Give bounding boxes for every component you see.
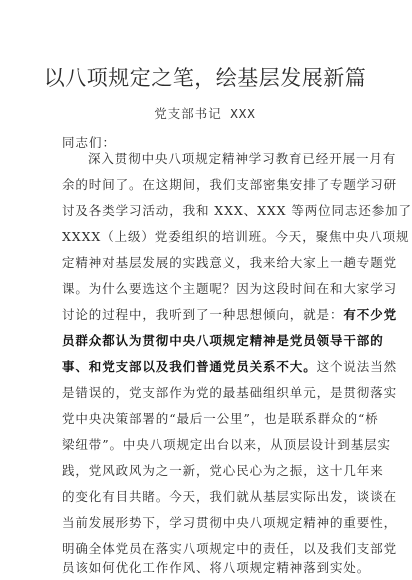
- paragraph-text: 这个说法当然: [316, 359, 398, 374]
- paragraph-line: 讨及各类学习活动，我和 XXX、XXX 等两位同志还参加了: [62, 203, 412, 218]
- paragraph-line: 梁纽带”。中央八项规定出台以来，从顶层设计到基层实: [62, 437, 391, 452]
- paragraph-line: 的变化有目共睹。今天，我们就从基层实际出发，谈谈在: [62, 489, 398, 504]
- emphasis-text: 有不少党: [343, 307, 398, 322]
- paragraph-line: 党中央决策部署的“最后一公里”，也是联系群众的“桥: [62, 411, 379, 426]
- greeting: 同志们：: [62, 135, 117, 150]
- document-title: 以八项规定之笔，绘基层发展新篇: [43, 66, 367, 90]
- paragraph-line: 明确全体党员在落实八项规定中的责任，以及我们支部党: [62, 541, 398, 556]
- paragraph-line: XXXX（上级）党委组织的培训班。今天，聚焦中央八项规: [62, 229, 410, 244]
- paragraph-line: 是错误的，党支部作为党的最基础组织单元，是贯彻落实: [62, 385, 398, 400]
- paragraph-line: [62, 307, 398, 323]
- document-author: 党支部书记 XXX: [154, 106, 256, 121]
- paragraph-line-emphasis: 员群众都认为贯彻中央八项规定精神是党员领导干部的: [62, 333, 384, 348]
- paragraph-line: 深入贯彻中央八项规定精神学习教育已经开展一月有: [88, 151, 397, 166]
- paragraph-line: 践，党风政风为之一新，党心民心为之振，这十几年来: [62, 463, 384, 478]
- paragraph-text: 讨论的过程中，我听到了一种思想倾向，就是：: [62, 307, 344, 322]
- paragraph-line: 当前发展形势下，学习贯彻中央八项规定精神的重要性，: [62, 515, 398, 530]
- paragraph-line: 员该如何优化工作作风、将八项规定精神落到实处。: [62, 560, 371, 575]
- emphasis-text: 事、和党支部以及我们普通党员关系不大。: [62, 359, 317, 374]
- paragraph-line: 课。为什么要选这个主题呢？因为这段时间在和大家学习: [62, 281, 398, 296]
- paragraph-line: [62, 359, 398, 375]
- paragraph-line: 定精神对基层发展的实践意义，我来给大家上一趟专题党: [62, 255, 398, 270]
- paragraph-line: 余的时间了。在这期间，我们支部密集安排了专题学习研: [62, 177, 398, 192]
